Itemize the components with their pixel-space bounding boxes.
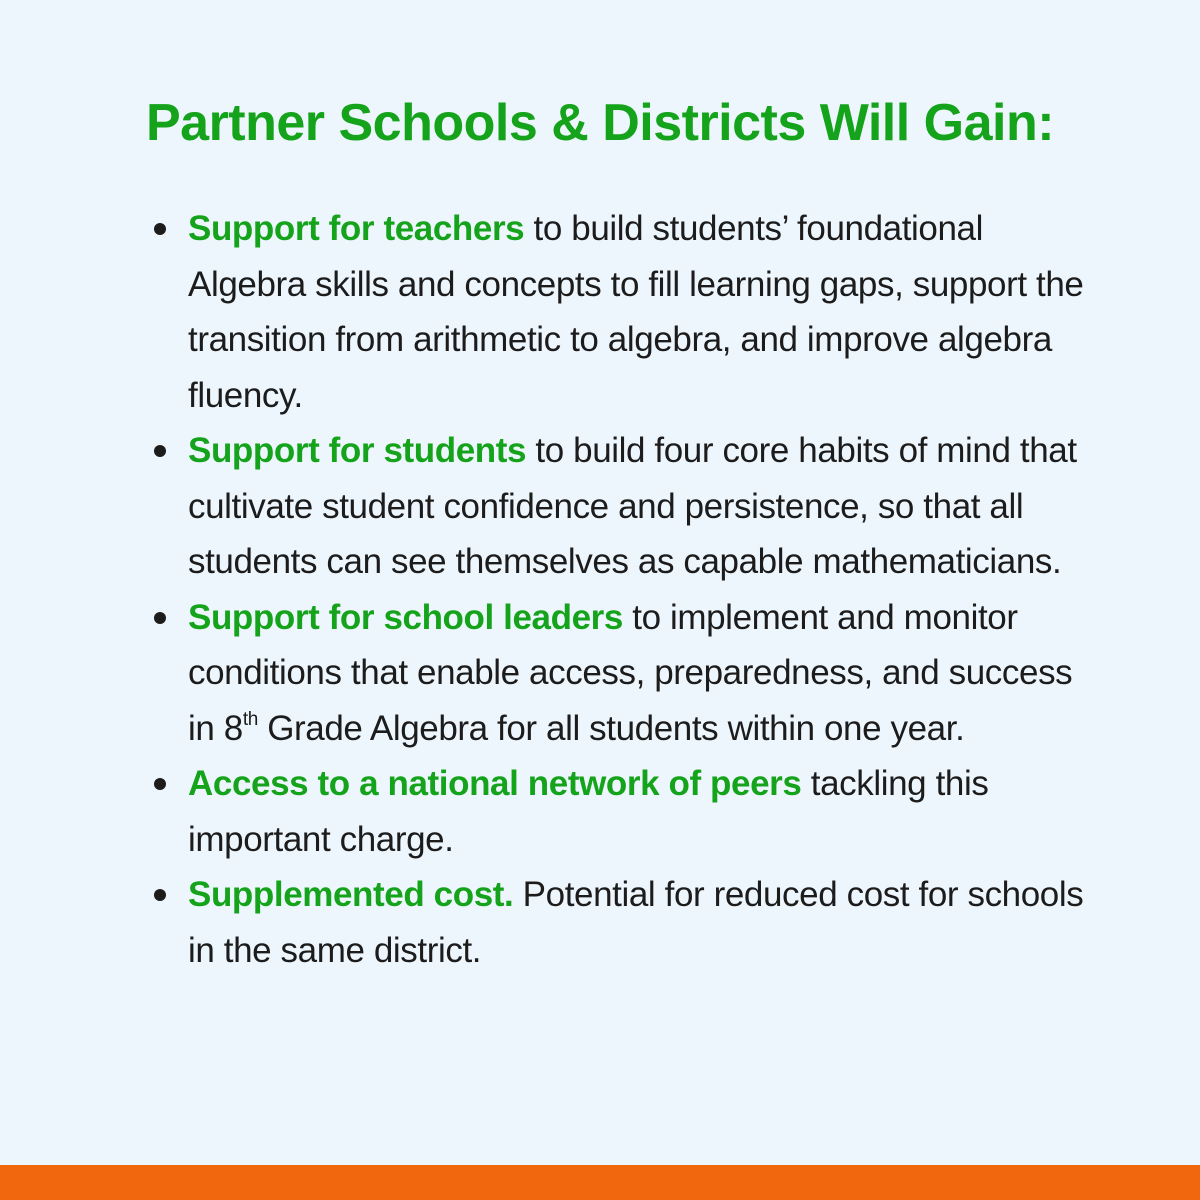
item-highlight: Support for students [188, 431, 527, 470]
bullet-dot-icon [154, 778, 166, 790]
list-item-network [150, 756, 1090, 867]
ordinal-superscript: th [242, 708, 258, 730]
page-title: Partner Schools & Districts Will Gain: [145, 94, 1055, 152]
footer-accent-bar [0, 1165, 1200, 1200]
bullet-dot-icon [154, 889, 166, 901]
item-text: tackling this important charge. [188, 764, 989, 859]
item-highlight: Access to a national network of peers [188, 764, 802, 803]
item-highlight: Support for teachers [188, 209, 525, 248]
bullet-dot-icon [154, 612, 166, 624]
list-item-cost [150, 867, 1090, 978]
item-text: Potential for reduced cost for schools in the same district. [188, 875, 1084, 970]
list-item-school-leaders [150, 590, 1090, 757]
item-text: to build four core habits of mind that cultivate student confidence and persistence, so that all students can see themselves as capable mathematicians. [188, 431, 1077, 581]
item-highlight: Supplemented cost. [188, 875, 514, 914]
benefit-list [150, 201, 1090, 978]
bullet-dot-icon [154, 445, 166, 457]
item-text-continued: Grade Algebra for all students within one year. [257, 708, 965, 748]
item-text: to build students’ foundational Algebra skills and concepts to fill learning gaps, support the transition from arithmetic to algebra, and improve algebra fluency. [188, 209, 1084, 415]
item-highlight: Support for school leaders [188, 597, 623, 637]
item-text: to implement and monitor conditions that enable access, preparedness, and success in 8 [188, 597, 1073, 748]
bullet-dot-icon [154, 223, 166, 235]
list-item-teachers [150, 201, 1090, 423]
list-item-students [150, 423, 1090, 590]
